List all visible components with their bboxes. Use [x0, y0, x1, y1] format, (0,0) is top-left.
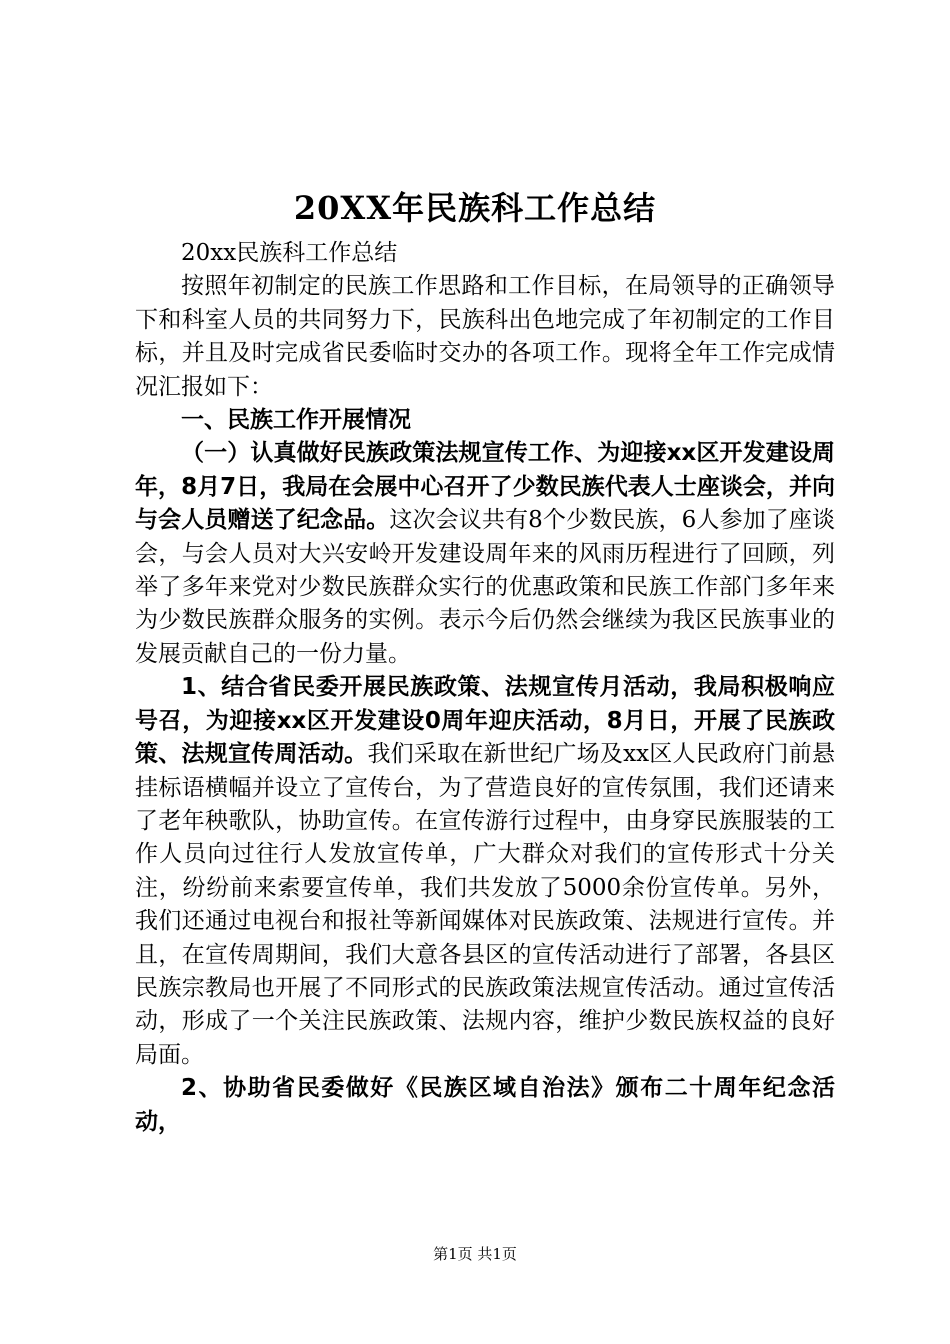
paragraph-1-text: 这次会议共有8个少数民族，6人参加了座谈会，与会人员对大兴安岭开发建设周年来的风雨历程进行了回顾，列举了多年来党对少数民族群众实行的优惠政策和民族工作部门多年来为少数民族群众服务的实例。表示今后仍然会继续为我区民族事业的发展贡献自己的一份力量。	[135, 507, 835, 667]
document-body	[135, 237, 835, 1139]
paragraph-3-lead: 2、协助省民委做好《民族区域自治法》颁布二十周年纪念活动，	[135, 1075, 835, 1135]
intro-paragraph: 按照年初制定的民族工作思路和工作目标，在局领导的正确领导下和科室人员的共同努力下，民族科出色地完成了年初制定的工作目标，并且及时完成省民委临时交办的各项工作。现将全年工作完成情况汇报如下：	[135, 273, 835, 400]
paragraph-2	[135, 671, 835, 1072]
page-footer: 第1页 共1页	[433, 1245, 517, 1263]
paragraph-3	[135, 1072, 835, 1139]
paragraph-1	[135, 437, 835, 671]
paragraph-1-lead: （一）认真做好民族政策法规宣传工作、为迎接xx区开发建设周年，8月7日，我局在会展中心召开了少数民族代表人士座谈会，并向与会人员赠送了纪念品。	[135, 440, 835, 534]
document-subtitle: 20xx民族科工作总结	[181, 240, 398, 266]
paragraph-2-text: 我们采取在新世纪广场及xx区人民政府门前悬挂标语横幅并设立了宣传台，为了营造良好的宣传氛围，我们还请来了老年秧歌队，协助宣传。在宣传游行过程中，由身穿民族服装的工作人员向过往行人发放宣传单，广大群众对我们的宣传形式十分关注，纷纷前来索要宣传单，我们共发放了5000余份宣传单。另外，我们还通过电视台和报社等新闻媒体对民族政策、法规进行宣传。并且，在宣传周期间，我们大意各县区的宣传活动进行了部署，各县区民族宗教局也开展了不同形式的民族政策法规宣传活动。通过宣传活动，形成了一个关注民族政策、法规内容，维护少数民族权益的良好局面。	[135, 741, 835, 1068]
section-heading: 一、民族工作开展情况	[181, 407, 411, 434]
paragraph-2-lead: 1、结合省民委开展民族政策、法规宣传月活动，我局积极响应号召，为迎接xx区开发建设0周年迎庆活动，8月日，开展了民族政策、法规宣传周活动。	[135, 674, 835, 768]
document-title: 20XX年民族科工作总结	[293, 189, 657, 227]
